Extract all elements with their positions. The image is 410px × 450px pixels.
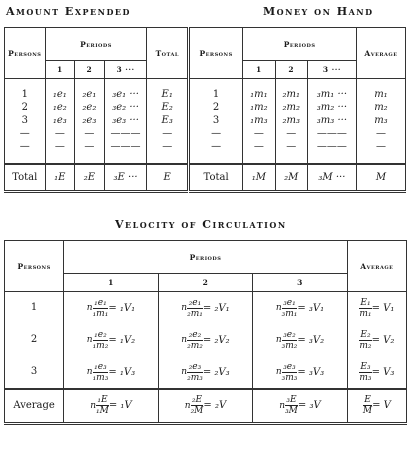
person-label: 1 xyxy=(21,89,28,101)
table-cell: ₂m₃ xyxy=(282,115,300,127)
period-col: 1 xyxy=(45,61,75,79)
velocity-formula: n $\frac{\text{₃e₁}}{\text{₃m₁}}$ = ₃V₁ xyxy=(275,297,325,319)
table-cell: ₂e₂ xyxy=(82,102,97,114)
table-cell: E xyxy=(147,164,188,192)
caption-velocity: Velocity of Circulation xyxy=(115,218,287,231)
period-col: 2 xyxy=(275,61,307,79)
velocity-formula: n $\frac{\text{₁E}}{\text{₁M}}$ = ₁V xyxy=(64,389,159,423)
table-cell: ——— xyxy=(110,128,141,140)
period-col: 3 ··· xyxy=(307,61,356,79)
table-cell: ₃m₃ ··· xyxy=(316,115,348,127)
average-values xyxy=(356,79,405,164)
velocity-formula: n $\frac{\text{₂e₂}}{\text{₂m₂}}$ = ₂V₂ xyxy=(181,329,230,351)
table-cell: — xyxy=(162,141,173,153)
table-cell: m₂ xyxy=(374,102,388,114)
table-cell: ₁M xyxy=(243,164,275,192)
table-cell: ₂e₁ xyxy=(82,89,97,101)
table-cell: E₁ xyxy=(161,89,173,101)
velocity-formula: n $\frac{\text{₂E}}{\text{₂M}}$ = ₂V xyxy=(158,389,253,423)
period-col: 2 xyxy=(158,274,253,292)
velocity-formula: $\frac{E}{M}$ = V xyxy=(347,389,406,423)
table-cell: m₁ xyxy=(374,89,388,101)
money-on-hand-table xyxy=(189,27,406,193)
table-cell: — xyxy=(54,141,65,153)
header-persons: Persons xyxy=(190,28,243,79)
person-label: 1 xyxy=(212,89,220,101)
period-col: 3 ··· xyxy=(104,61,147,79)
period-2-values xyxy=(275,79,307,164)
person-label: 3 xyxy=(212,115,220,127)
table-cell: ——— xyxy=(316,141,347,153)
period-1-values xyxy=(243,79,275,164)
table-cell: ₃e₃ ··· xyxy=(112,115,139,127)
header-periods: Periods xyxy=(45,28,147,61)
table-cell: — xyxy=(54,128,65,140)
table-cell: ₁m₃ xyxy=(250,115,268,127)
person-label: 1 xyxy=(30,302,38,313)
table-cell: — xyxy=(84,128,95,140)
person-label: — xyxy=(211,128,222,140)
period-1-values xyxy=(45,79,75,164)
table-cell: — xyxy=(375,141,386,153)
table-cell: — xyxy=(286,128,297,140)
velocity-formula: $\frac{\text{E₂}}{\text{m₂}}$ = V₂ xyxy=(359,329,395,351)
caption-amount-expended: Amount Expended xyxy=(6,5,131,18)
table-cell: ₁e₁ xyxy=(52,89,67,101)
period-col: 1 xyxy=(243,61,275,79)
table-cell: ₃m₂ ··· xyxy=(316,102,348,114)
table-cell: — xyxy=(84,141,95,153)
person-label: 3 xyxy=(30,366,38,377)
table-cell: ₁m₂ xyxy=(250,102,268,114)
header-persons: Persons xyxy=(5,241,64,292)
persons-column xyxy=(190,79,243,164)
table-cell: — xyxy=(162,128,173,140)
persons-column xyxy=(5,292,64,390)
person-label: 2 xyxy=(30,334,38,345)
period-2-velocities xyxy=(158,292,253,390)
table-cell: ₂m₂ xyxy=(282,102,300,114)
header-periods: Periods xyxy=(64,241,348,274)
table-cell: ₂M xyxy=(275,164,307,192)
table-cell: — xyxy=(375,128,386,140)
total-row-label: Total xyxy=(190,164,243,192)
table-cell: E₃ xyxy=(161,115,173,127)
header-average: Average xyxy=(347,241,406,292)
table-cell: ₁e₂ xyxy=(52,102,67,114)
total-row-label: Total xyxy=(5,164,46,192)
table-cell: ₃E ··· xyxy=(104,164,147,192)
velocity-formula: n $\frac{\text{₂e₃}}{\text{₂m₃}}$ = ₂V₃ xyxy=(181,361,230,383)
table-cell: ₁m₁ xyxy=(250,89,268,101)
table-cell: ₃m₁ ··· xyxy=(316,89,348,101)
velocity-table xyxy=(4,240,407,425)
table-cell: ₁e₃ xyxy=(52,115,67,127)
person-label: — xyxy=(19,128,30,140)
velocity-formula: n $\frac{\text{₁e₁}}{\text{₁m₁}}$ = ₁V₁ xyxy=(86,297,136,319)
header-periods: Periods xyxy=(243,28,357,61)
average-row-label: Average xyxy=(5,389,64,423)
header-persons: Persons xyxy=(5,28,46,79)
period-1-velocities xyxy=(64,292,159,390)
header-total: Total xyxy=(147,28,188,79)
person-label: 2 xyxy=(212,102,220,114)
period-2-values xyxy=(75,79,105,164)
person-label: 2 xyxy=(21,102,28,114)
velocity-formula: n $\frac{\text{₃e₃}}{\text{₃m₃}}$ = ₃V₃ xyxy=(275,361,325,383)
period-3-values xyxy=(104,79,147,164)
velocity-formula: $\frac{\text{E₃}}{\text{m₃}}$ = V₃ xyxy=(359,361,395,383)
amount-expended-table xyxy=(4,27,188,193)
velocity-formula: n $\frac{\text{₃e₂}}{\text{₃m₂}}$ = ₃V₂ xyxy=(275,329,325,351)
table-cell: ₂m₁ xyxy=(282,89,300,101)
person-label: — xyxy=(19,141,30,153)
table-cell: — xyxy=(253,128,264,140)
period-col: 1 xyxy=(64,274,159,292)
velocity-formula: $\frac{\text{E₁}}{\text{m₁}}$ = V₁ xyxy=(359,297,395,319)
period-col: 2 xyxy=(75,61,105,79)
table-cell: ——— xyxy=(316,128,347,140)
period-3-values xyxy=(307,79,356,164)
velocity-formula: n $\frac{\text{₁e₃}}{\text{₁m₃}}$ = ₁V₃ xyxy=(86,361,136,383)
table-cell: m₃ xyxy=(374,115,388,127)
average-velocities xyxy=(347,292,406,390)
velocity-formula: n $\frac{\text{₂e₁}}{\text{₂m₁}}$ = ₂V₁ xyxy=(181,297,230,319)
person-label: 3 xyxy=(21,115,28,127)
period-3-velocities xyxy=(253,292,348,390)
velocity-formula: n $\frac{\text{₁e₂}}{\text{₁m₂}}$ = ₁V₂ xyxy=(86,329,136,351)
person-label: — xyxy=(211,141,222,153)
table-cell: ₃M ··· xyxy=(307,164,356,192)
table-cell: E₂ xyxy=(161,102,173,114)
table-cell: ₁E xyxy=(45,164,75,192)
table-cell: ₃e₁ ··· xyxy=(112,89,139,101)
header-average: Average xyxy=(356,28,405,79)
table-cell: — xyxy=(253,141,264,153)
period-col: 3 xyxy=(253,274,348,292)
table-cell: — xyxy=(286,141,297,153)
table-cell: ₂e₃ xyxy=(82,115,97,127)
table-cell: ₃e₂ ··· xyxy=(112,102,139,114)
persons-column xyxy=(5,79,46,164)
total-values xyxy=(147,79,188,164)
velocity-formula: n $\frac{\text{₃E}}{\text{₃M}}$ = ₃V xyxy=(253,389,348,423)
table-cell: ₂E xyxy=(75,164,105,192)
table-cell: ——— xyxy=(110,141,141,153)
table-cell: M xyxy=(356,164,405,192)
caption-money-on-hand: Money on Hand xyxy=(263,5,374,18)
